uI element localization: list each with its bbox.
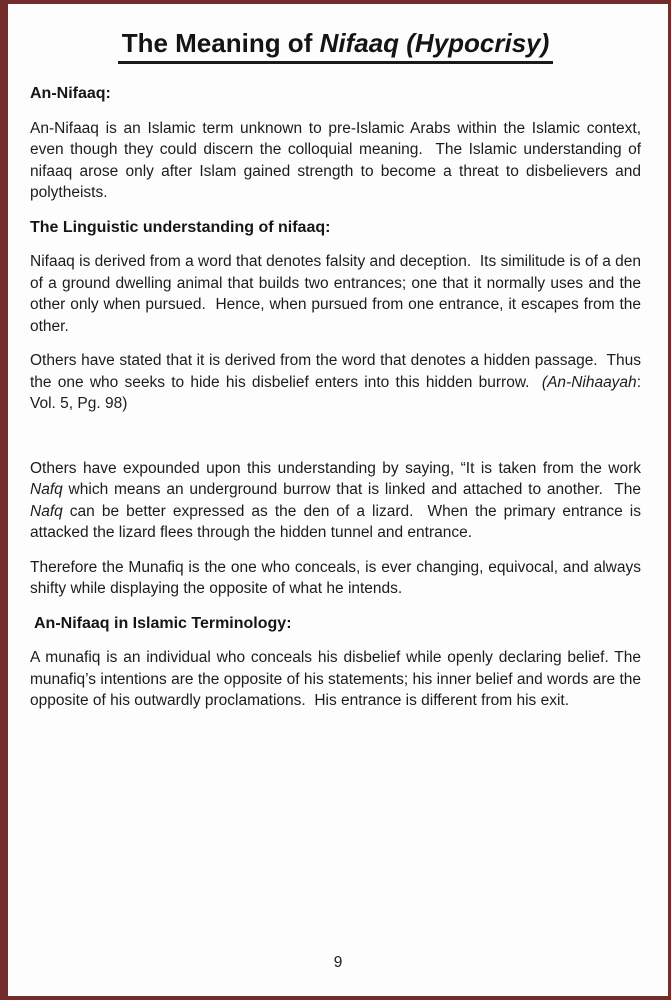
page-number: 9 — [333, 954, 343, 971]
paragraph-an-nifaaq-definition: An-Nifaaq is an Islamic term unknown to pre-Islamic Arabs within the Islamic context, even though they could discern the colloquial meaning. The Islamic understanding of nifaaq arose only after Islam gained strength to become a threat to disbelievers and polytheists. — [30, 119, 646, 202]
paragraph-munafiq-conceals: Therefore the Munafiq is the one who conceals, is ever changing, equivocal, and always shifty while displaying the opposite of what he intends. — [30, 558, 646, 598]
paragraph-linguistic-derivation: Nifaaq is derived from a word that denotes falsity and deception. Its similitude is of a den of a ground dwelling animal that builds two entrances; one that it normally uses and the other only when pursued. Hence, when pursued from one entrance, it escapes from the other. — [30, 253, 646, 335]
section-heading-an-nifaaq: An-Nifaaq: — [30, 85, 111, 103]
paragraph-hidden-passage: Others have stated that it is derived from the word that denotes a hidden passage. Thus the one who seeks to hide his disbelief enters into this hidden burrow. (An-Nihaayah: Vol. 5, Pg. 98) — [30, 352, 646, 413]
page-title — [30, 28, 641, 64]
section-heading-terminology: An-Nifaaq in Islamic Terminology: — [34, 614, 292, 632]
page-title-text: The Meaning of Nifaaq (Hypocrisy) — [118, 28, 554, 64]
paragraph-terminology-definition: A munafiq is an individual who conceals his disbelief while openly declaring belief. The munafiq’s intentions are the opposite of his statements; his inner belief and words are the opposite of his outwardly proclamations. His entrance is different from his exit. — [30, 649, 646, 710]
section-heading-linguistic: The Linguistic understanding of nifaaq: — [30, 218, 331, 236]
paragraph-nafq-expounded: Others have expounded upon this understanding by saying, “It is taken from the work Nafq which means an underground burrow that is linked and attached to another. The Nafq can be better expressed as the den of a lizard. When the primary entrance is attacked the lizard flees through the hidden tunnel and entrance. — [30, 459, 646, 542]
page-content — [8, 28, 668, 712]
